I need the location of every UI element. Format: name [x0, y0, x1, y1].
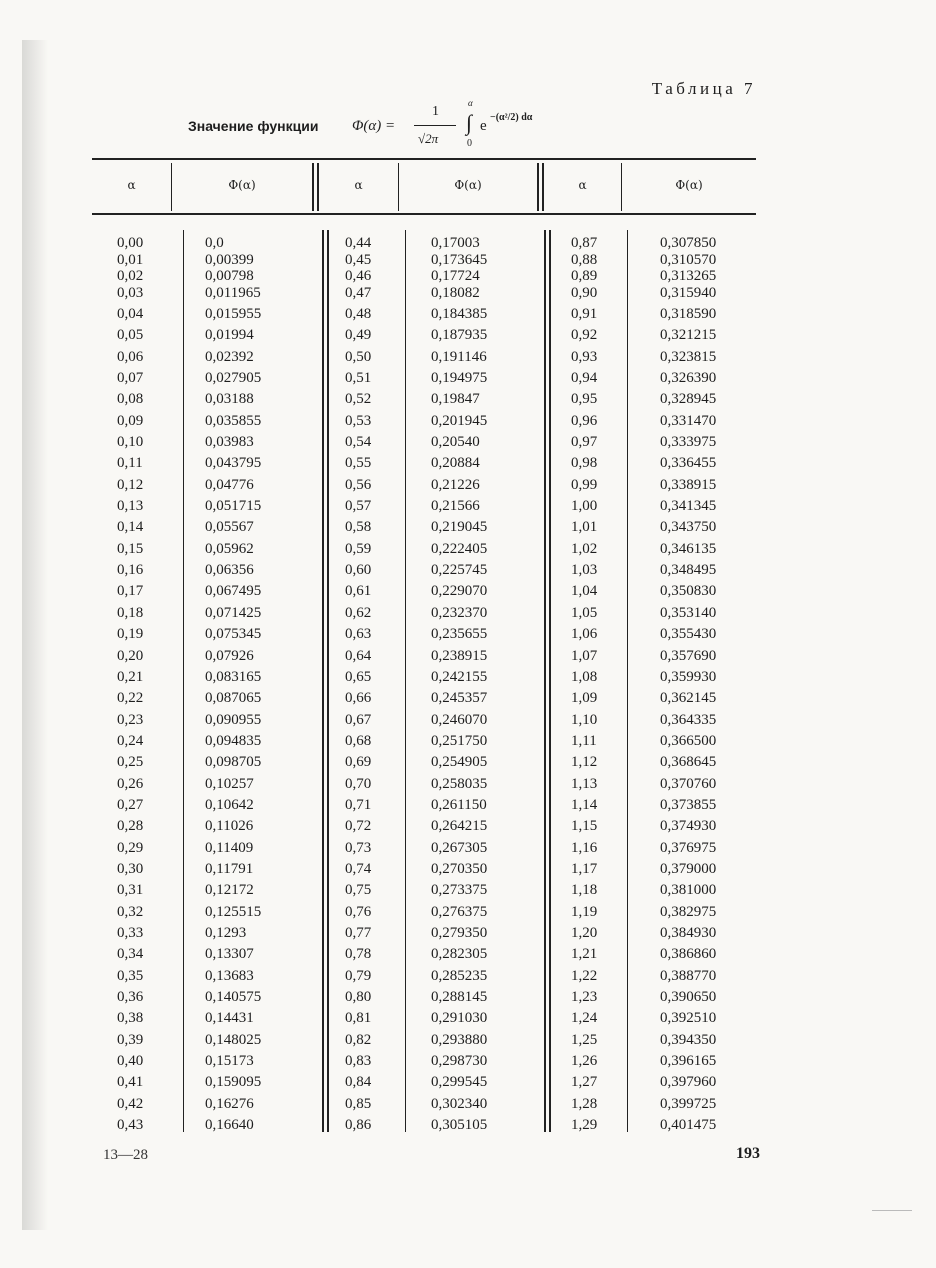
alpha-cell: 0,67	[345, 711, 372, 728]
alpha-cell: 0,78	[345, 946, 372, 963]
phi-cell: 0,279350	[431, 924, 488, 941]
phi-cell: 0,401475	[660, 1117, 717, 1134]
integral-sign: ∫	[466, 110, 473, 135]
phi-cell: 0,173645	[431, 251, 488, 268]
alpha-cell: 0,62	[345, 604, 372, 621]
header-phi-3: Φ(α)	[675, 178, 703, 192]
alpha-cell: 0,70	[345, 775, 372, 792]
phi-cell: 0,04776	[205, 476, 254, 493]
alpha-cell: 0,77	[345, 924, 372, 941]
phi-cell: 0,225745	[431, 562, 488, 579]
phi-cell: 0,20540	[431, 434, 480, 451]
phi-cell: 0,05962	[205, 540, 254, 557]
alpha-cell: 1,21	[571, 946, 598, 963]
phi-cell: 0,19847	[431, 391, 480, 408]
phi-cell: 0,11026	[205, 818, 254, 835]
phi-cell: 0,359930	[660, 668, 717, 685]
phi-cell: 0,15173	[205, 1053, 254, 1070]
phi-cell: 0,235655	[431, 626, 488, 643]
alpha-cell: 0,56	[345, 476, 372, 493]
phi-cell: 0,13307	[205, 946, 254, 963]
header-alpha-2: α	[354, 178, 363, 192]
phi-cell: 0,368645	[660, 754, 717, 771]
alpha-cell: 0,11	[117, 455, 143, 472]
laplace-formula	[352, 98, 592, 156]
phi-cell: 0,242155	[431, 668, 488, 685]
alpha-cell: 1,22	[571, 967, 598, 984]
phi-cell: 0,254905	[431, 754, 488, 771]
binding-shadow	[22, 40, 48, 1230]
phi-cell: 0,392510	[660, 1010, 717, 1027]
alpha-cell: 0,80	[345, 989, 372, 1005]
phi-cell: 0,343750	[660, 519, 717, 536]
phi-cell: 0,0	[205, 235, 224, 251]
alpha-cell: 1,24	[571, 1010, 598, 1027]
phi-cell: 0,159095	[205, 1074, 262, 1091]
alpha-cell: 0,09	[117, 412, 144, 429]
phi-cell: 0,379000	[660, 860, 717, 877]
alpha-cell: 1,00	[571, 498, 598, 515]
alpha-cell: 1,06	[571, 626, 598, 643]
alpha-cell: 1,03	[571, 562, 598, 579]
phi-cell: 0,20884	[431, 455, 480, 472]
phi-cell: 0,321215	[660, 327, 717, 344]
alpha-cell: 0,95	[571, 391, 598, 408]
phi-cell: 0,399725	[660, 1095, 717, 1112]
phi-cell: 0,394350	[660, 1031, 717, 1048]
table-title	[188, 98, 588, 154]
alpha-cell: 1,08	[571, 668, 598, 685]
alpha-cell: 0,52	[345, 391, 372, 408]
alpha-cell: 1,23	[571, 989, 598, 1005]
integral-lower-limit: 0	[467, 138, 472, 149]
phi-cell: 0,125515	[205, 903, 262, 920]
alpha-cell: 0,24	[117, 732, 144, 749]
phi-cell: 0,16276	[205, 1095, 254, 1112]
alpha-cell: 0,50	[345, 348, 372, 365]
alpha-cell: 0,86	[345, 1117, 372, 1134]
alpha-cell: 0,15	[117, 540, 144, 557]
phi-cell: 0,382975	[660, 903, 717, 920]
phi-cell: 0,01994	[205, 327, 254, 344]
alpha-cell: 0,18	[117, 604, 144, 621]
phi-cell: 0,307850	[660, 235, 717, 251]
alpha-cell: 0,76	[345, 903, 372, 920]
alpha-cell: 0,85	[345, 1095, 372, 1112]
alpha-cell: 0,13	[117, 498, 144, 515]
alpha-cell: 0,48	[345, 306, 372, 322]
alpha-cell: 0,00	[117, 235, 144, 251]
phi-cell: 0,323815	[660, 348, 717, 365]
alpha-cell: 0,39	[117, 1031, 144, 1048]
phi-cell: 0,18082	[431, 284, 480, 301]
phi-cell: 0,229070	[431, 583, 488, 600]
alpha-cell: 1,26	[571, 1053, 598, 1070]
phi-cell: 0,341345	[660, 498, 717, 515]
alpha-cell: 0,01	[117, 251, 144, 268]
phi-cell: 0,310570	[660, 251, 717, 268]
alpha-cell: 1,07	[571, 647, 598, 664]
alpha-cell: 1,05	[571, 604, 598, 621]
phi-cell: 0,191146	[431, 348, 487, 365]
alpha-cell: 0,31	[117, 882, 144, 899]
phi-cell: 0,388770	[660, 967, 717, 984]
alpha-cell: 0,16	[117, 562, 144, 579]
phi-cell: 0,267305	[431, 839, 488, 856]
alpha-cell: 1,27	[571, 1074, 598, 1091]
alpha-cell: 0,12	[117, 476, 144, 493]
header-alpha-3: α	[578, 178, 587, 192]
alpha-cell: 1,29	[571, 1117, 598, 1134]
phi-cell: 0,291030	[431, 1010, 488, 1027]
alpha-cell: 0,36	[117, 989, 144, 1005]
formula-denominator: √2π	[418, 131, 439, 146]
header-double-divider-a	[312, 163, 314, 211]
alpha-cell: 0,54	[345, 434, 372, 451]
body-divider	[183, 230, 184, 1132]
phi-cell: 0,390650	[660, 989, 717, 1005]
alpha-cell: 0,25	[117, 754, 144, 771]
formula-lhs: Φ(α) =	[352, 118, 396, 134]
alpha-cell: 0,64	[345, 647, 372, 664]
alpha-cell: 0,46	[345, 268, 372, 284]
alpha-cell: 0,20	[117, 647, 144, 664]
alpha-cell: 0,19	[117, 626, 144, 643]
alpha-column-3	[571, 235, 597, 1136]
phi-cell: 0,326390	[660, 370, 717, 387]
header-phi-1: Φ(α)	[228, 178, 256, 192]
alpha-cell: 0,93	[571, 348, 598, 365]
phi-cell: 0,201945	[431, 412, 488, 429]
alpha-cell: 0,98	[571, 455, 598, 472]
alpha-cell: 0,55	[345, 455, 372, 472]
phi-cell: 0,035855	[205, 412, 262, 429]
phi-cell: 0,381000	[660, 882, 717, 899]
phi-cell: 0,353140	[660, 604, 717, 621]
table-header-rule	[92, 213, 756, 215]
alpha-cell: 1,01	[571, 519, 598, 536]
phi-cell: 0,328945	[660, 391, 717, 408]
phi-cell: 0,140575	[205, 989, 262, 1005]
alpha-cell: 1,14	[571, 796, 598, 813]
phi-cell: 0,17724	[431, 268, 480, 284]
phi-cell: 0,10257	[205, 775, 254, 792]
alpha-cell: 0,26	[117, 775, 144, 792]
alpha-cell: 0,91	[571, 306, 598, 322]
alpha-cell: 0,27	[117, 796, 144, 813]
phi-cell: 0,376975	[660, 839, 717, 856]
integral-upper-limit: α	[468, 98, 473, 108]
phi-cell: 0,083165	[205, 668, 262, 685]
phi-cell: 0,282305	[431, 946, 488, 963]
alpha-cell: 0,04	[117, 306, 144, 322]
alpha-cell: 0,65	[345, 668, 372, 685]
title-text: Значение функции	[188, 118, 319, 134]
phi-cell: 0,094835	[205, 732, 262, 749]
alpha-cell: 0,38	[117, 1010, 144, 1027]
phi-cell: 0,384930	[660, 924, 717, 941]
phi-cell: 0,14431	[205, 1010, 254, 1027]
phi-cell: 0,219045	[431, 519, 488, 536]
phi-cell: 0,07926	[205, 647, 254, 664]
alpha-cell: 1,17	[571, 860, 598, 877]
phi-cell: 0,1293	[205, 924, 247, 941]
phi-cell: 0,396165	[660, 1053, 717, 1070]
phi-cell: 0,246070	[431, 711, 488, 728]
alpha-cell: 1,19	[571, 903, 598, 920]
alpha-column-1	[117, 235, 143, 1136]
alpha-cell: 0,45	[345, 251, 372, 268]
alpha-cell: 0,57	[345, 498, 372, 515]
alpha-cell: 0,83	[345, 1053, 372, 1070]
phi-cell: 0,288145	[431, 989, 488, 1005]
alpha-cell: 0,69	[345, 754, 372, 771]
phi-cell: 0,245357	[431, 690, 488, 707]
alpha-cell: 1,12	[571, 754, 598, 771]
alpha-cell: 1,04	[571, 583, 598, 600]
alpha-cell: 0,66	[345, 690, 372, 707]
phi-cell: 0,00399	[205, 251, 254, 268]
alpha-cell: 1,25	[571, 1031, 598, 1048]
phi-cell: 0,348495	[660, 562, 717, 579]
alpha-cell: 0,33	[117, 924, 144, 941]
phi-cell: 0,298730	[431, 1053, 488, 1070]
alpha-cell: 0,43	[117, 1117, 144, 1134]
phi-cell: 0,338915	[660, 476, 717, 493]
body-double-divider-b	[549, 230, 551, 1132]
phi-cell: 0,238915	[431, 647, 488, 664]
phi-cell: 0,331470	[660, 412, 717, 429]
phi-cell: 0,276375	[431, 903, 488, 920]
phi-cell: 0,015955	[205, 306, 262, 322]
alpha-cell: 0,75	[345, 882, 372, 899]
alpha-cell: 1,11	[571, 732, 597, 749]
alpha-cell: 0,06	[117, 348, 144, 365]
phi-cell: 0,258035	[431, 775, 488, 792]
integrand-exponent: −(α²/2) dα	[490, 112, 533, 123]
phi-cell: 0,10642	[205, 796, 254, 813]
table-top-rule	[92, 158, 756, 160]
alpha-cell: 0,07	[117, 370, 144, 387]
phi-cell: 0,305105	[431, 1117, 488, 1134]
phi-cell: 0,270350	[431, 860, 488, 877]
alpha-cell: 0,29	[117, 839, 144, 856]
alpha-cell: 0,49	[345, 327, 372, 344]
phi-cell: 0,11409	[205, 839, 254, 856]
body-double-divider-a	[544, 230, 546, 1132]
alpha-cell: 1,20	[571, 924, 598, 941]
alpha-cell: 0,81	[345, 1010, 372, 1027]
phi-cell: 0,16640	[205, 1117, 254, 1134]
phi-cell: 0,293880	[431, 1031, 488, 1048]
alpha-cell: 0,17	[117, 583, 144, 600]
alpha-cell: 0,84	[345, 1074, 372, 1091]
alpha-cell: 0,30	[117, 860, 144, 877]
phi-cell: 0,397960	[660, 1074, 717, 1091]
alpha-cell: 0,10	[117, 434, 144, 451]
phi-cell: 0,373855	[660, 796, 717, 813]
phi-cell: 0,17003	[431, 235, 480, 251]
alpha-cell: 0,73	[345, 839, 372, 856]
phi-cell: 0,184385	[431, 306, 488, 322]
phi-cell: 0,11791	[205, 860, 254, 877]
phi-cell: 0,333975	[660, 434, 717, 451]
phi-cell: 0,075345	[205, 626, 262, 643]
phi-cell: 0,00798	[205, 268, 254, 284]
alpha-cell: 1,16	[571, 839, 598, 856]
phi-cell: 0,357690	[660, 647, 717, 664]
alpha-cell: 0,87	[571, 235, 598, 251]
alpha-cell: 0,60	[345, 562, 372, 579]
alpha-cell: 0,44	[345, 235, 372, 251]
phi-cell: 0,043795	[205, 455, 262, 472]
alpha-cell: 1,09	[571, 690, 598, 707]
alpha-cell: 0,47	[345, 284, 372, 301]
body-double-divider-a	[322, 230, 324, 1132]
alpha-cell: 0,97	[571, 434, 598, 451]
fraction-bar	[414, 125, 456, 126]
integrand-base: e	[480, 118, 487, 134]
phi-cell: 0,06356	[205, 562, 254, 579]
phi-cell: 0,03188	[205, 391, 254, 408]
alpha-cell: 1,18	[571, 882, 598, 899]
phi-cell: 0,315940	[660, 284, 717, 301]
phi-cell: 0,194975	[431, 370, 488, 387]
body-divider	[405, 230, 406, 1132]
phi-cell: 0,350830	[660, 583, 717, 600]
alpha-cell: 0,51	[345, 370, 372, 387]
alpha-cell: 0,42	[117, 1095, 144, 1112]
phi-cell: 0,03983	[205, 434, 254, 451]
phi-cell: 0,13683	[205, 967, 254, 984]
alpha-cell: 0,92	[571, 327, 598, 344]
phi-cell: 0,21226	[431, 476, 480, 493]
header-phi-2: Φ(α)	[454, 178, 482, 192]
phi-cell: 0,336455	[660, 455, 717, 472]
phi-cell: 0,05567	[205, 519, 254, 536]
phi-cell: 0,051715	[205, 498, 262, 515]
phi-column-2	[431, 235, 487, 1136]
phi-cell: 0,364335	[660, 711, 717, 728]
alpha-cell: 0,59	[345, 540, 372, 557]
alpha-cell: 0,21	[117, 668, 144, 685]
alpha-cell: 0,35	[117, 967, 144, 984]
alpha-cell: 0,96	[571, 412, 598, 429]
phi-cell: 0,02392	[205, 348, 254, 365]
alpha-cell: 0,90	[571, 284, 598, 301]
phi-cell: 0,264215	[431, 818, 488, 835]
alpha-cell: 0,63	[345, 626, 372, 643]
phi-cell: 0,346135	[660, 540, 717, 557]
alpha-cell: 0,94	[571, 370, 598, 387]
phi-cell: 0,067495	[205, 583, 262, 600]
page-number: 193	[736, 1145, 760, 1162]
alpha-cell: 1,15	[571, 818, 598, 835]
alpha-cell: 0,71	[345, 796, 372, 813]
header-double-divider-a	[537, 163, 539, 211]
phi-cell: 0,12172	[205, 882, 254, 899]
phi-cell: 0,386860	[660, 946, 717, 963]
alpha-cell: 0,02	[117, 268, 144, 284]
alpha-cell: 0,61	[345, 583, 372, 600]
table-label: Таблица 7	[651, 79, 756, 98]
alpha-cell: 0,79	[345, 967, 372, 984]
phi-cell: 0,232370	[431, 604, 488, 621]
alpha-cell: 0,88	[571, 251, 598, 268]
alpha-cell: 0,99	[571, 476, 598, 493]
phi-cell: 0,027905	[205, 370, 262, 387]
formula-numerator: 1	[432, 104, 439, 119]
phi-cell: 0,273375	[431, 882, 488, 899]
alpha-cell: 0,22	[117, 690, 144, 707]
phi-cell: 0,366500	[660, 732, 717, 749]
body-divider	[627, 230, 628, 1132]
phi-cell: 0,087065	[205, 690, 262, 707]
phi-cell: 0,370760	[660, 775, 717, 792]
alpha-cell: 0,58	[345, 519, 372, 536]
phi-cell: 0,355430	[660, 626, 717, 643]
alpha-cell: 0,05	[117, 327, 144, 344]
alpha-cell: 0,41	[117, 1074, 144, 1091]
alpha-cell: 0,32	[117, 903, 144, 920]
alpha-cell: 1,02	[571, 540, 598, 557]
phi-cell: 0,302340	[431, 1095, 488, 1112]
phi-cell: 0,285235	[431, 967, 488, 984]
alpha-cell: 0,53	[345, 412, 372, 429]
page-signature: 13—28	[103, 1147, 148, 1163]
phi-column-3	[660, 235, 716, 1136]
alpha-cell: 0,28	[117, 818, 144, 835]
alpha-cell: 1,13	[571, 775, 598, 792]
phi-cell: 0,222405	[431, 540, 488, 557]
phi-cell: 0,090955	[205, 711, 262, 728]
phi-cell: 0,261150	[431, 796, 487, 813]
alpha-cell: 0,08	[117, 391, 144, 408]
alpha-cell: 0,03	[117, 284, 144, 301]
phi-cell: 0,374930	[660, 818, 717, 835]
header-alpha-1: α	[127, 178, 136, 192]
alpha-cell: 0,74	[345, 860, 372, 877]
alpha-column-2	[345, 235, 371, 1136]
alpha-cell: 0,23	[117, 711, 144, 728]
alpha-cell: 0,89	[571, 268, 598, 284]
phi-cell: 0,187935	[431, 327, 488, 344]
alpha-cell: 0,34	[117, 946, 144, 963]
alpha-cell: 0,68	[345, 732, 372, 749]
phi-cell: 0,318590	[660, 306, 717, 322]
phi-cell: 0,313265	[660, 268, 717, 284]
alpha-cell: 1,10	[571, 711, 598, 728]
phi-cell: 0,21566	[431, 498, 480, 515]
edge-mark	[872, 1210, 912, 1211]
alpha-cell: 0,40	[117, 1053, 144, 1070]
body-double-divider-b	[327, 230, 329, 1132]
phi-cell: 0,251750	[431, 732, 488, 749]
alpha-cell: 0,14	[117, 519, 144, 536]
alpha-cell: 1,28	[571, 1095, 598, 1112]
phi-cell: 0,071425	[205, 604, 262, 621]
phi-cell: 0,148025	[205, 1031, 262, 1048]
phi-cell: 0,098705	[205, 754, 262, 771]
alpha-cell: 0,72	[345, 818, 372, 835]
phi-cell: 0,011965	[205, 284, 261, 301]
phi-column-1	[205, 235, 261, 1136]
phi-cell: 0,362145	[660, 690, 717, 707]
phi-cell: 0,299545	[431, 1074, 488, 1091]
alpha-cell: 0,82	[345, 1031, 372, 1048]
